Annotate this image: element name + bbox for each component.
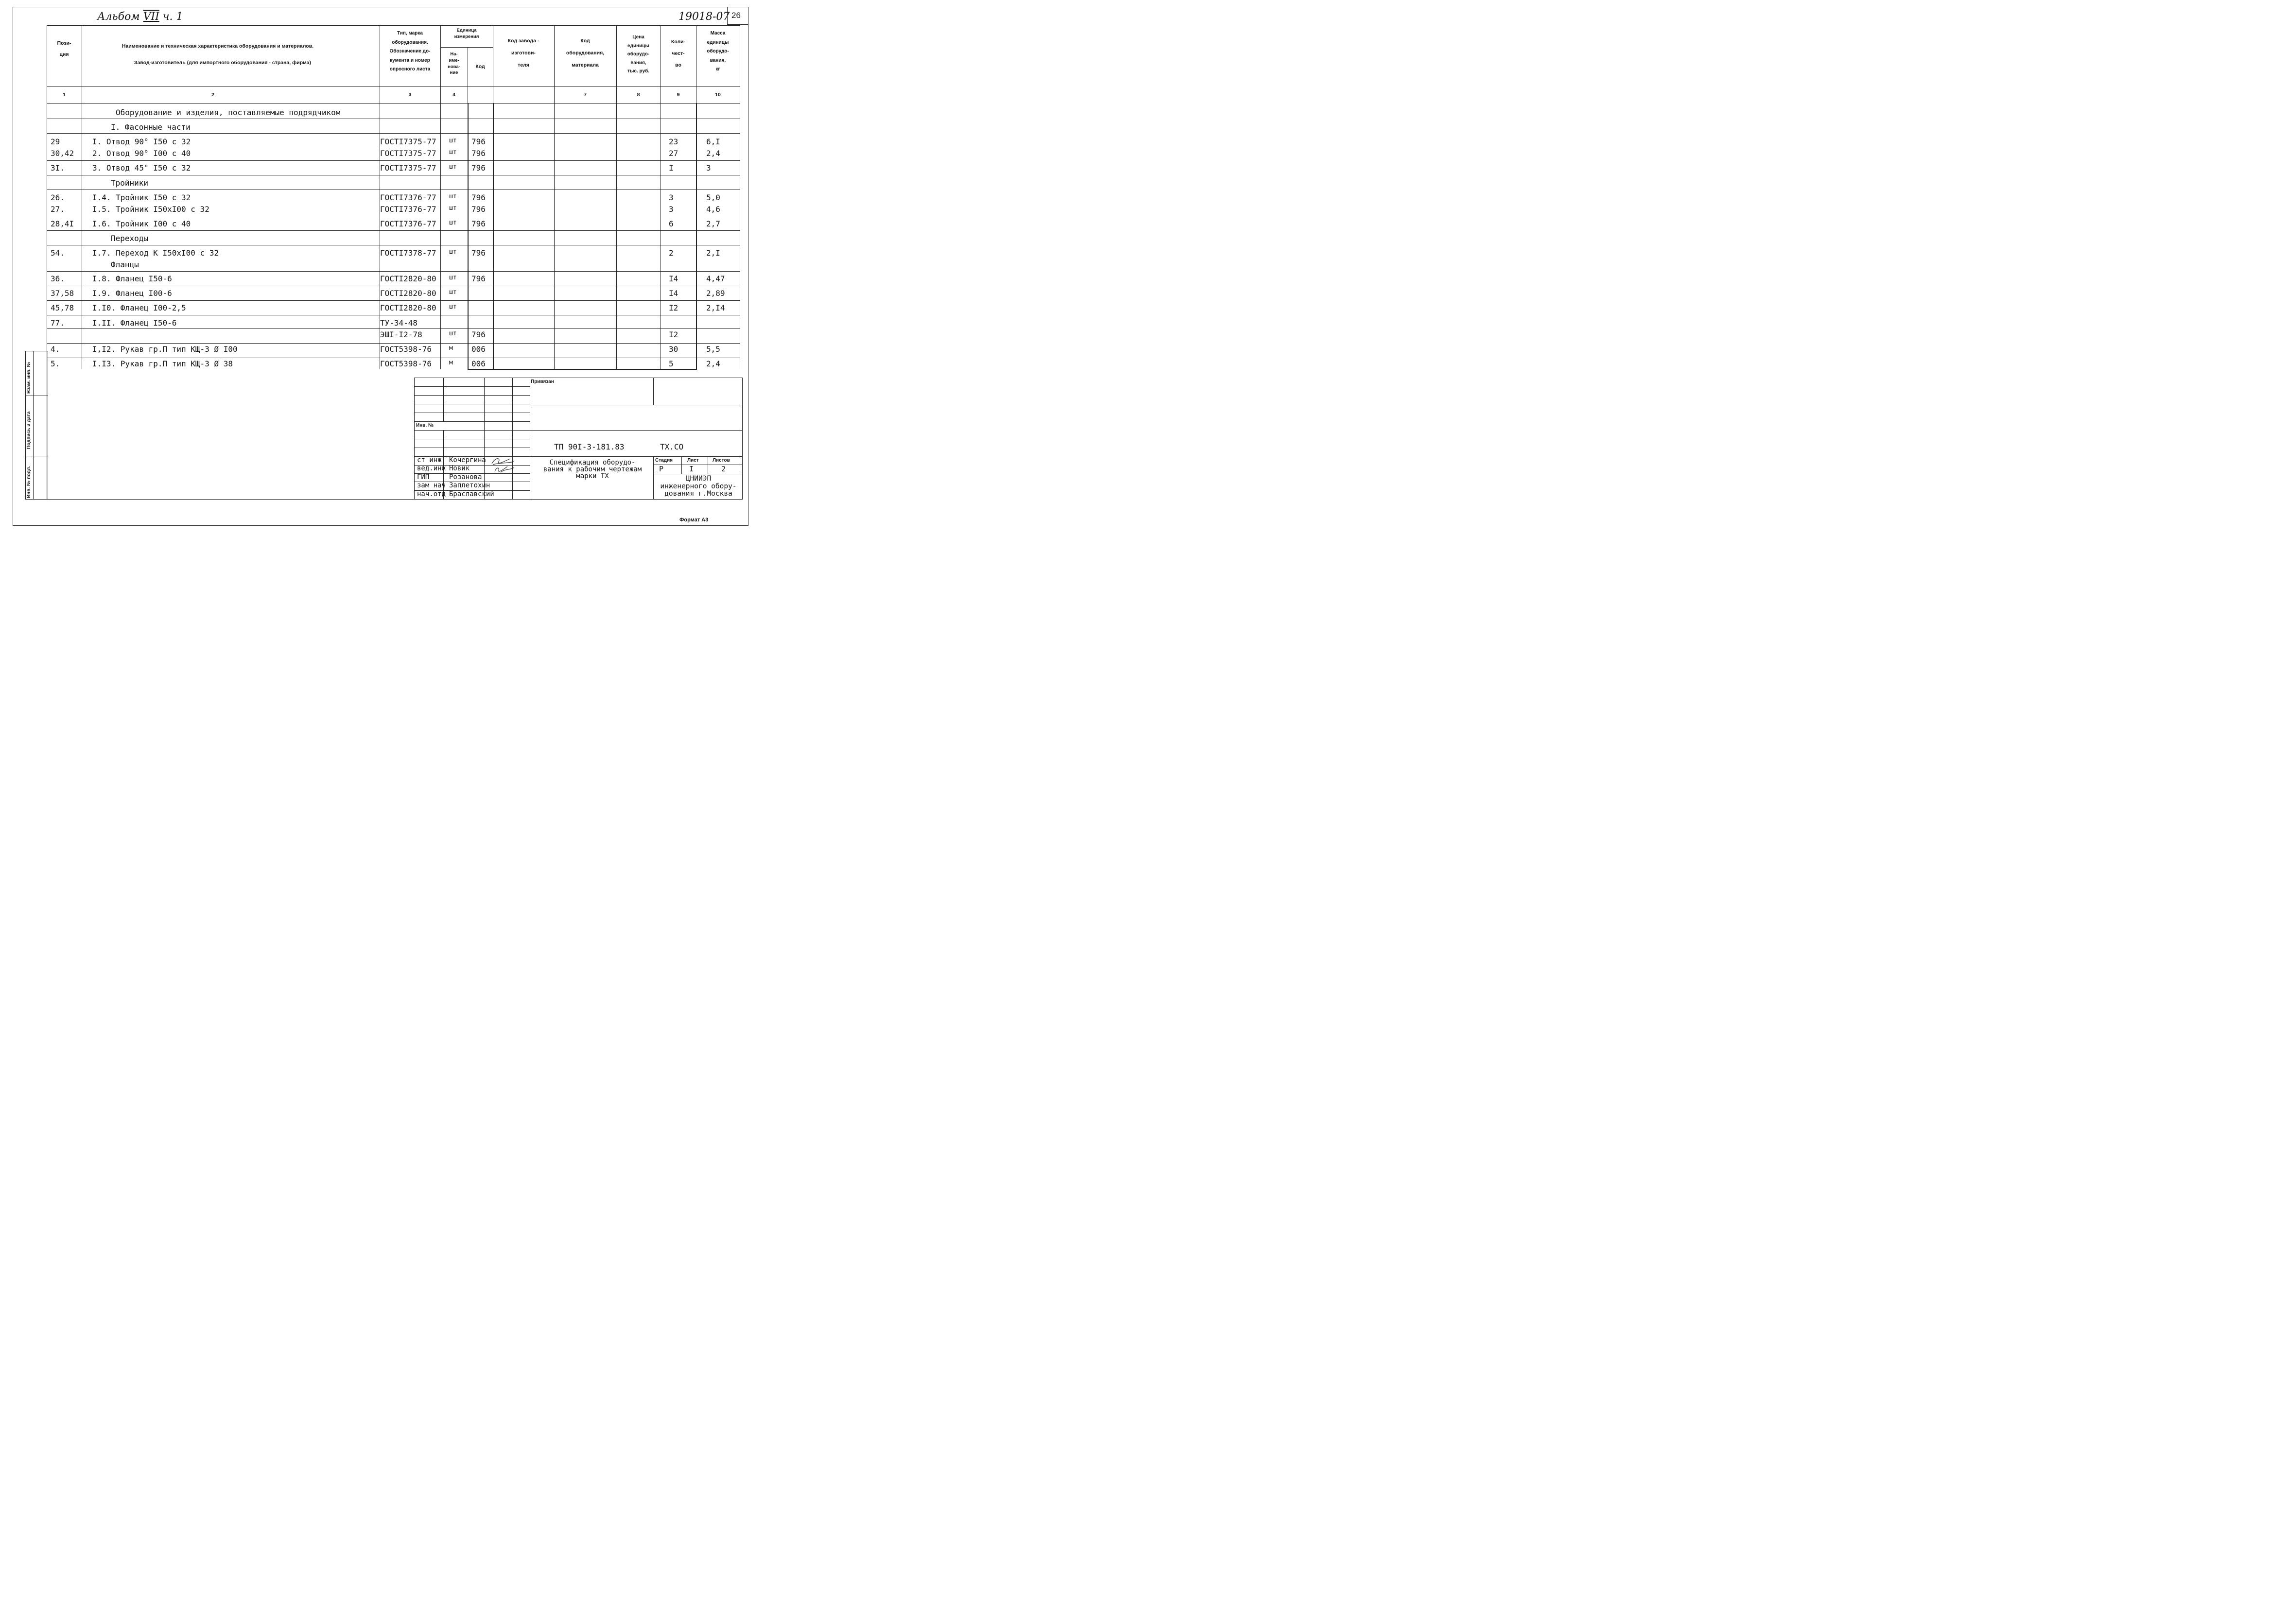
row-name: Оборудование и изделия, поставляемые подрядчиком [116, 108, 341, 117]
tb-col-g [681, 456, 682, 474]
row-type: ГОСТI2820-80 [380, 303, 436, 312]
format-label: Формат А3 [679, 517, 709, 523]
signature-name: Заплетохин [449, 482, 490, 489]
row-unit: шт [449, 303, 457, 311]
tb-sheets: 2 [721, 465, 726, 473]
colnum-1: 1 [63, 92, 66, 98]
row-position: 45,78 [51, 303, 74, 312]
row-mass: 5,5 [706, 345, 720, 354]
header-bottom [47, 86, 740, 87]
tb-row-2 [414, 395, 530, 396]
row-position: 37,58 [51, 289, 74, 298]
row-type: ГОСТI7378-77 [380, 248, 436, 258]
row-type: ГОСТ5398-76 [380, 345, 432, 354]
row-unit-code: 796 [471, 163, 486, 173]
row-mass: 2,7 [706, 219, 720, 228]
col-line-7 [616, 25, 617, 369]
sheet-no-bottom [727, 24, 748, 25]
row-quantity: 27 [669, 149, 678, 158]
row-unit: шт [449, 205, 457, 212]
row-divider [47, 328, 740, 329]
tb-col-a [443, 378, 444, 421]
row-type: ГОСТI2820-80 [380, 289, 436, 298]
colnum-8: 8 [637, 92, 640, 98]
colnum-10: 10 [715, 92, 721, 98]
tb-project: ТП 90I-3-181.83 [554, 442, 625, 451]
row-divider [47, 300, 740, 301]
row-quantity: I4 [669, 274, 678, 283]
row-mass: 6,I [706, 137, 720, 146]
tb-row-5 [414, 421, 530, 422]
side-podpis: Подпись и дата [26, 411, 32, 449]
col-line-3 [440, 25, 441, 369]
album-label: Альбом VII ч. 1 [97, 11, 183, 23]
row-name: Переходы [111, 234, 149, 243]
hdr-qty: Коли- чест- во [671, 39, 686, 69]
row-unit-code: 796 [471, 219, 486, 228]
colnum-9: 9 [677, 92, 680, 98]
row-unit: шт [449, 163, 457, 171]
row-unit: шт [449, 219, 457, 226]
row-name: Фланцы [111, 260, 139, 269]
row-type: ГОСТ5398-76 [380, 359, 432, 368]
tb-stage-label: Стадия [655, 458, 673, 463]
hdr-mass: Масса единицы оборудо- вания, кг [707, 31, 729, 72]
colnum-3: 3 [408, 92, 412, 98]
tb-col-e [653, 378, 654, 405]
hdr-name-2: Завод-изготовитель (для импортного оборудования - страна, фирма) [134, 60, 311, 66]
row-type: ГОСТI7376-77 [380, 219, 436, 228]
row-quantity: 2 [669, 248, 674, 258]
hdr-name-1: Наименование и техническая характеристика оборудования и материалов. [122, 43, 314, 49]
row-mass: 4,6 [706, 205, 720, 214]
row-unit-code: 796 [471, 330, 486, 339]
row-quantity: I2 [669, 303, 678, 312]
row-name: 2. Отвод 90° I00 с 40 [92, 149, 191, 158]
tb-org: ЦНИИЭП инженерного обору- дования г.Москва [660, 475, 737, 498]
colnum-7: 7 [584, 92, 587, 98]
row-name: I.4. Тройник I50 с 32 [92, 193, 191, 202]
row-name: 3. Отвод 45° I50 с 32 [92, 163, 191, 173]
row-mass: 2,I4 [706, 303, 725, 312]
tb-stage: Р [659, 465, 664, 473]
tb-privyazan: Привязан [531, 379, 554, 384]
row-name: I. Отвод 90° I50 с 32 [92, 137, 191, 146]
row-quantity: I2 [669, 330, 678, 339]
unit-sub-line [440, 47, 493, 48]
row-unit-code: 796 [471, 205, 486, 214]
row-name: I.5. Тройник I50xI00 с 32 [92, 205, 209, 214]
row-type: ЭШI-I2-78 [380, 330, 422, 339]
tb-main-line [530, 430, 742, 431]
col-line-6 [554, 25, 555, 369]
row-name: I.8. Фланец I50-6 [92, 274, 172, 283]
row-position: 4. [51, 345, 60, 354]
row-name: I,I2. Рукав гр.П тип КЩ-3 Ø I00 [92, 345, 238, 354]
row-type: ГОСТI7376-77 [380, 205, 436, 214]
row-quantity: I4 [669, 289, 678, 298]
hdr-unit: Единица измерения [454, 28, 479, 40]
row-position: 27. [51, 205, 65, 214]
hdr-price: Цена единицы оборудо- вания, тыс. руб. [627, 35, 650, 74]
tb-col-f [653, 456, 654, 499]
row-quantity: 5 [669, 359, 674, 368]
row-divider [47, 160, 740, 161]
row-name: Тройники [111, 178, 149, 188]
tb-sheet-label: Лист [687, 458, 699, 463]
tb-inv-no: Инв. № [416, 423, 434, 428]
row-quantity: 3 [669, 205, 674, 214]
row-unit-code: 796 [471, 193, 486, 202]
row-position: 3I. [51, 163, 65, 173]
row-position: 5. [51, 359, 60, 368]
row-mass: 2,I [706, 248, 720, 258]
thick-line-b [493, 103, 494, 369]
side-stamp-bottom [25, 499, 743, 500]
row-unit: шт [449, 289, 457, 296]
signature-role: ст инж [417, 456, 442, 464]
thick-line-c [696, 103, 697, 369]
hdr-unit-code: Код [475, 64, 485, 69]
row-unit: шт [449, 248, 457, 256]
row-position: 77. [51, 318, 65, 328]
tb-title: Спецификация оборудо- вания к рабочим чертежам марки ТХ [543, 459, 642, 480]
row-unit-code: 796 [471, 274, 486, 283]
signature-role: вед.инж [417, 465, 446, 472]
row-unit-code: 796 [471, 137, 486, 146]
tb-sheets-label: Листов [713, 458, 730, 463]
row-name: I.9. Фланец I00-6 [92, 289, 172, 298]
album-roman: VII [143, 11, 159, 23]
side-stamp-left [25, 351, 26, 500]
row-mass: 4,47 [706, 274, 725, 283]
row-divider [47, 133, 740, 134]
row-unit: шт [449, 330, 457, 337]
row-position: 54. [51, 248, 65, 258]
row-mass: 2,4 [706, 149, 720, 158]
row-divider [47, 343, 740, 344]
row-type: ГОСТI7375-77 [380, 163, 436, 173]
hdr-equip-code: Код оборудования, материала [566, 38, 605, 69]
row-position: 30,42 [51, 149, 74, 158]
row-mass: 2,89 [706, 289, 725, 298]
row-unit-code: 006 [471, 359, 486, 368]
row-name: I.I3. Рукав гр.П тип КЩ-3 Ø 38 [92, 359, 233, 368]
row-divider [47, 271, 740, 272]
row-mass: 2,4 [706, 359, 720, 368]
table-top [47, 25, 740, 26]
hdr-maker-code: Код завода - изготови- теля [507, 38, 539, 69]
row-divider [47, 230, 740, 231]
row-unit: шт [449, 274, 457, 281]
hdr-position: Пози- ция [57, 40, 71, 58]
signature-name: Розанова [449, 473, 482, 481]
row-unit: шт [449, 137, 457, 144]
signature-role: нач.отд [417, 490, 446, 498]
sheet-no-divider [727, 7, 728, 24]
signature-marks [486, 456, 520, 476]
thick-line-a [468, 103, 469, 369]
colnum-2: 2 [211, 92, 214, 98]
row-unit-code: 006 [471, 345, 486, 354]
tb-row-6 [414, 430, 530, 431]
side-vzam: Взам. инв. № [26, 362, 32, 394]
tb-col-c [512, 378, 513, 499]
row-type: ГОСТI7375-77 [380, 137, 436, 146]
row-type: ГОСТI7376-77 [380, 193, 436, 202]
row-quantity: 30 [669, 345, 678, 354]
side-stamp-mid [33, 351, 34, 500]
row-mass: 3 [706, 163, 711, 173]
side-inv: Инв. № подл. [26, 466, 32, 498]
row-position: 29 [51, 137, 60, 146]
colnum-bottom [47, 103, 740, 104]
row-mass: 5,0 [706, 193, 720, 202]
row-quantity: 6 [669, 219, 674, 228]
row-unit: м [449, 345, 453, 352]
row-type: ГОСТI2820-80 [380, 274, 436, 283]
signature-name: Браславский [449, 490, 494, 498]
row-name: I.I0. Фланец I00-2,5 [92, 303, 186, 312]
row-unit: шт [449, 149, 457, 156]
row-unit-code: 796 [471, 248, 486, 258]
row-quantity: 23 [669, 137, 678, 146]
row-quantity: 3 [669, 193, 674, 202]
tb-row-1 [414, 386, 530, 387]
row-type: ГОСТI7375-77 [380, 149, 436, 158]
row-position: 36. [51, 274, 65, 283]
row-name: I.6. Тройник I00 с 40 [92, 219, 191, 228]
row-unit: шт [449, 193, 457, 200]
row-unit: м [449, 359, 453, 366]
doc-number: 19018-07 [678, 11, 730, 23]
row-unit-code: 796 [471, 149, 486, 158]
signature-role: зам нач [417, 482, 446, 489]
thick-line-d [468, 369, 697, 370]
signature-role: ГИП [417, 473, 430, 481]
tb-mark: ТХ.СО [660, 442, 684, 451]
tb-title-line [530, 456, 742, 457]
row-position: 28,4I [51, 219, 74, 228]
hdr-type: Тип, марка оборудования. Обозначение до- кумента и номер опросного листа [389, 31, 431, 72]
row-name: I.7. Переход К I50xI00 с 32 [92, 248, 219, 258]
sheet-number: 26 [731, 11, 741, 20]
hdr-unit-name: На- име- нова- ние [448, 52, 460, 76]
signature-name: Новик [449, 465, 470, 472]
tb-col-b [484, 378, 485, 499]
row-type: ТУ-34-48 [380, 318, 418, 328]
row-quantity: I [669, 163, 674, 173]
row-name: I. Фасонные части [111, 122, 191, 132]
colnum-4: 4 [452, 92, 455, 98]
row-position: 26. [51, 193, 65, 202]
tb-sheet: I [689, 465, 694, 473]
row-name: I.II. Фланец I50-6 [92, 318, 177, 328]
signature-name: Кочергина [449, 456, 486, 464]
tb-left [414, 378, 415, 499]
